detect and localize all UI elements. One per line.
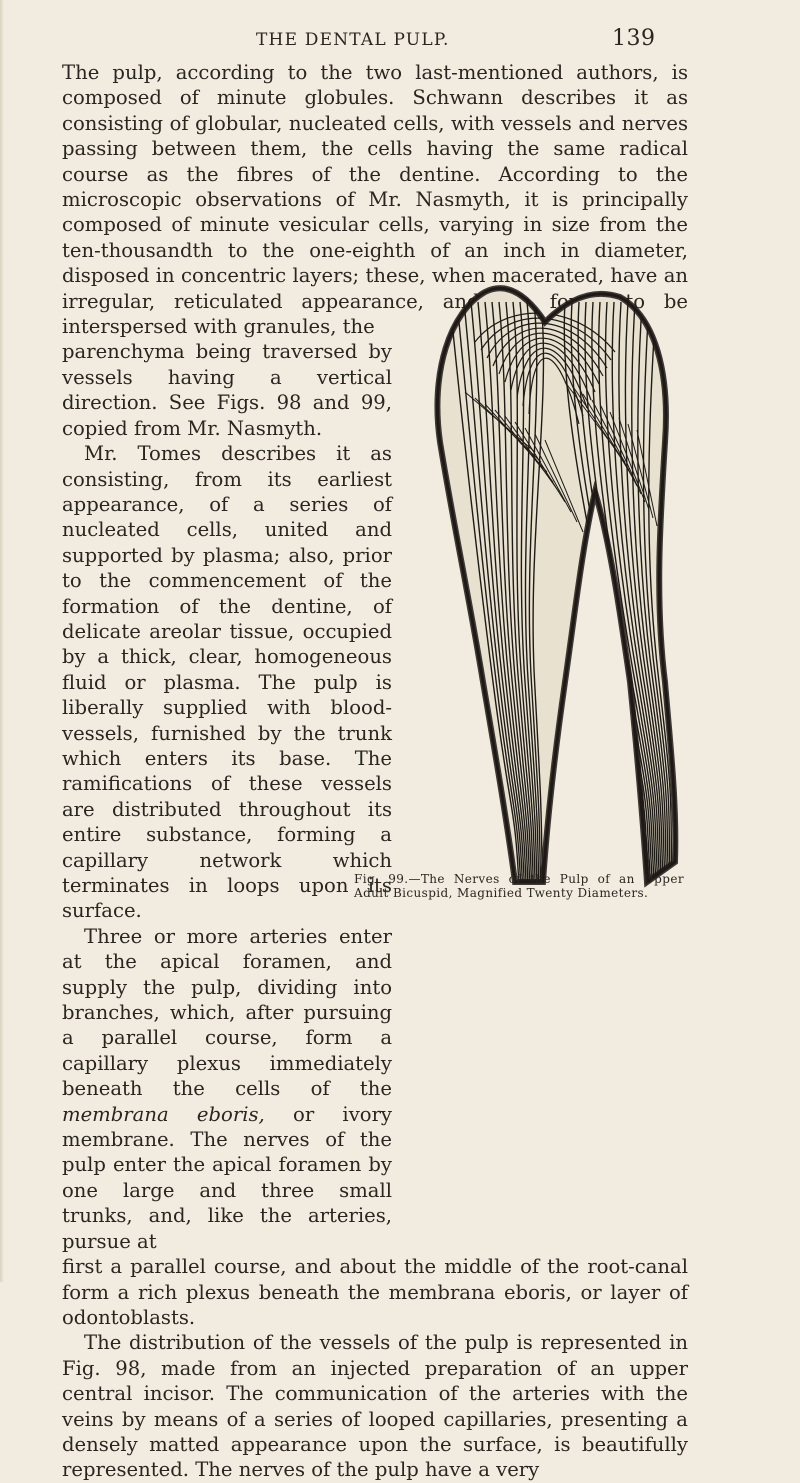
running-head-title: THE DENTAL PULP. xyxy=(256,30,450,50)
paragraph-4: The distribution of the vessels of the pulp is represented in Fig. 98, made from an injected preparation of an upper central incisor. The communication of the arteries with the veins by means of a series of looped capillaries, presenting a densely matted appearance upon the surface, is beautifully represented. The nerves of the pulp have a very xyxy=(62,1331,688,1482)
page-number: 139 xyxy=(612,26,656,51)
paragraph-1: The pulp, according to the two last-mentioned authors, is composed of minute globules. Schwann describes it as consisting of globular, nucleated cells, with vessels and nerves passing between them, the cells having the same radical course as the fibres of the dentine. According to the microscopic observations of Mr. Nasmyth, it is principally composed of minute vesicular cells, varying in size from the ten-thousandth to the one-eighth of an inch in diameter, disposed in concentric layers; these, when macerated, have an irregular, reticulated appearance, and are found to be interspersed with granules, the xyxy=(62,61,688,339)
figure-caption: Fig. 99.—The Nerves of the Pulp of an Upper Adult Bicuspid, Magnified Twenty Diameters. xyxy=(354,872,684,900)
paragraph-3-part-b: or ivory membrane. The nerves of the pulp enter the apical foramen by one large and three small trunks, and, like the arteries, pursue at xyxy=(62,1102,393,1253)
paragraph-3-continued: first a parallel course, and about the middle of the root-canal form a rich plexus beneath the membrana eboris, or layer of odontoblasts. xyxy=(62,1255,688,1329)
pulp-nerves-engraving xyxy=(415,282,685,894)
paragraph-1-continued: parenchyma being traversed by vessels having a vertical direction. See Figs. 98 and 99, copied from Mr. Nasmyth. xyxy=(62,340,392,440)
page-edge-shadow xyxy=(0,0,4,1282)
running-head xyxy=(0,26,800,56)
figure-99-illustration xyxy=(415,282,685,894)
paragraph-3-part-a: Three or more arteries enter at the apical foramen, and supply the pulp, dividing into branches, which, after pursuing a parallel course, form a capillary plexus immediately beneath the cells of the xyxy=(62,924,392,1101)
paragraph-2: Mr. Tomes describes it as consisting, from its earliest appearance, of a series of nucleated cells, united and supported by plasma; also, prior to the commencement of the formation of the dentine, of delicate areolar tissue, occupied by a thick, clear, homogeneous fluid or plasma. The pulp is liberally supplied with blood-vessels, furnished by the trunk which enters its base. The ramifications of these vessels are distributed throughout its entire substance, forming a capillary network which terminates in loops upon its surface. xyxy=(62,442,392,923)
paragraph-3-italic-term: membrana eboris, xyxy=(62,1102,265,1126)
paragraph-3 xyxy=(62,924,392,1254)
